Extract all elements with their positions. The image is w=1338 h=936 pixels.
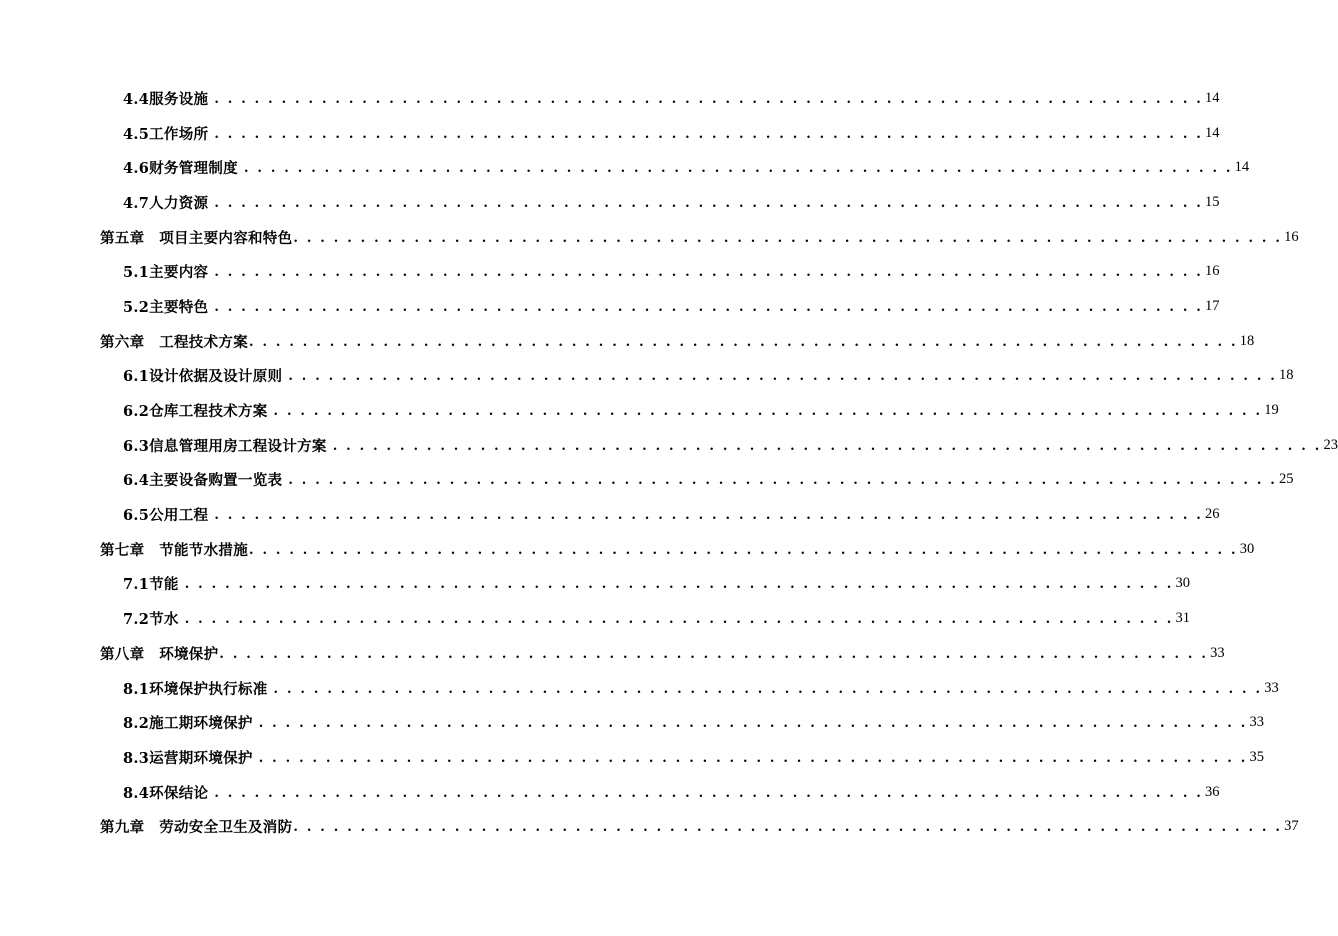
toc-entry-title: 6.3信息管理用房工程设计方案 [123, 437, 327, 455]
toc-section-entry[interactable] [0, 359, 1294, 394]
toc-chapter-entry[interactable] [0, 636, 1225, 671]
toc-page-number: 18 [1279, 367, 1294, 384]
toc-section-entry[interactable] [0, 601, 1190, 636]
toc-chapter-entry[interactable] [0, 532, 1255, 567]
toc-section-entry[interactable] [0, 705, 1264, 740]
toc-section-entry[interactable] [0, 185, 1220, 220]
toc-dot-leader: . . . . . . . . . . . . . . . . . . . . . . . . . . . . . . . . . . . . . . . . . . . . . . . . . . . . . . . . . . . . . . . . . . . . . . . . . . [214, 195, 1204, 211]
toc-entry-title: 6.5公用工程 [123, 507, 209, 525]
toc-chapter-entry[interactable] [0, 220, 1299, 255]
toc-section-entry[interactable] [0, 671, 1279, 706]
toc-dot-leader: . . . . . . . . . . . . . . . . . . . . . . . . . . . . . . . . . . . . . . . . . . . . . . . . . . . . . . . . . . . . . . . . . . . . . . . . . . [184, 612, 1174, 628]
toc-page-number: 36 [1205, 783, 1220, 800]
toc-dot-leader: . . . . . . . . . . . . . . . . . . . . . . . . . . . . . . . . . . . . . . . . . . . . . . . . . . . . . . . . . . . . . . . . . . . . . . . . . . [214, 508, 1204, 524]
toc-page-number: 33 [1264, 679, 1279, 696]
toc-section-entry[interactable] [0, 150, 1250, 185]
toc-entry-title: 5.1主要内容 [123, 264, 209, 282]
toc-entry-title: 4.6财务管理制度 [123, 160, 238, 178]
toc-section-entry[interactable] [0, 463, 1294, 498]
toc-entry-title: 4.7人力资源 [123, 194, 209, 212]
toc-entry-title: 第六章 工程技术方案 [100, 333, 248, 351]
toc-page-number: 30 [1175, 575, 1190, 592]
toc-dot-leader: . . . . . . . . . . . . . . . . . . . . . . . . . . . . . . . . . . . . . . . . . . . . . . . . . . . . . . . . . . . . . . . . . . . . . . . . . . [258, 716, 1248, 732]
toc-entry-title: 第九章 劳动安全卫生及消防 [100, 819, 293, 837]
toc-dot-leader: . . . . . . . . . . . . . . . . . . . . . . . . . . . . . . . . . . . . . . . . . . . . . . . . . . . . . . . . . . . . . . . . . . . . . . . . . . [258, 750, 1248, 766]
toc-entry-title: 8.4环保结论 [123, 784, 209, 802]
toc-dot-leader: . . . . . . . . . . . . . . . . . . . . . . . . . . . . . . . . . . . . . . . . . . . . . . . . . . . . . . . . . . . . . . . . . . . . . . . . . . [214, 91, 1204, 107]
toc-entry-title: 4.4服务设施 [123, 90, 209, 108]
toc-dot-leader: . . . . . . . . . . . . . . . . . . . . . . . . . . . . . . . . . . . . . . . . . . . . . . . . . . . . . . . . . . . . . . . . . . . . . . . . . . [219, 646, 1209, 662]
toc-entry-title: 8.1环境保护执行标准 [123, 680, 268, 698]
toc-dot-leader: . . . . . . . . . . . . . . . . . . . . . . . . . . . . . . . . . . . . . . . . . . . . . . . . . . . . . . . . . . . . . . . . . . . . . . . . . . [332, 438, 1322, 454]
toc-page-number: 19 [1264, 402, 1279, 419]
toc-section-entry[interactable] [0, 775, 1220, 810]
toc-section-entry[interactable] [0, 428, 1338, 463]
toc-section-entry[interactable] [0, 393, 1279, 428]
toc-dot-leader: . . . . . . . . . . . . . . . . . . . . . . . . . . . . . . . . . . . . . . . . . . . . . . . . . . . . . . . . . . . . . . . . . . . . . . . . . . [288, 369, 1278, 385]
toc-dot-leader: . . . . . . . . . . . . . . . . . . . . . . . . . . . . . . . . . . . . . . . . . . . . . . . . . . . . . . . . . . . . . . . . . . . . . . . . . . [184, 577, 1174, 593]
toc-page-number: 26 [1205, 506, 1220, 523]
toc-entry-title: 6.2仓库工程技术方案 [123, 403, 268, 421]
toc-page-number: 16 [1284, 228, 1299, 245]
toc-dot-leader: . . . . . . . . . . . . . . . . . . . . . . . . . . . . . . . . . . . . . . . . . . . . . . . . . . . . . . . . . . . . . . . . . . . . . . . . . . [249, 334, 1238, 350]
toc-entry-title: 8.2施工期环境保护 [123, 715, 253, 733]
toc-entry-title: 4.5工作场所 [123, 125, 209, 143]
toc-page-number: 37 [1284, 818, 1299, 835]
toc-entry-title: 第五章 项目主要内容和特色 [100, 229, 293, 247]
toc-dot-leader: . . . . . . . . . . . . . . . . . . . . . . . . . . . . . . . . . . . . . . . . . . . . . . . . . . . . . . . . . . . . . . . . . . . . . . . . . . [214, 785, 1204, 801]
toc-page-number: 31 [1175, 610, 1190, 627]
toc-page-number: 16 [1205, 263, 1220, 280]
toc-page-number: 15 [1205, 193, 1220, 210]
toc-entry-title: 第八章 环境保护 [100, 645, 219, 663]
toc-page-number: 30 [1239, 540, 1255, 557]
toc-dot-leader: . . . . . . . . . . . . . . . . . . . . . . . . . . . . . . . . . . . . . . . . . . . . . . . . . . . . . . . . . . . . . . . . . . . . . . . . . . [243, 161, 1233, 177]
toc-entry-title: 7.1节能 [123, 576, 179, 594]
toc-chapter-entry[interactable] [0, 324, 1255, 359]
toc-page-number: 33 [1249, 714, 1264, 731]
toc-page-number: 33 [1210, 644, 1225, 661]
toc-entry-title: 第七章 节能节水措施 [100, 541, 248, 559]
toc-dot-leader: . . . . . . . . . . . . . . . . . . . . . . . . . . . . . . . . . . . . . . . . . . . . . . . . . . . . . . . . . . . . . . . . . . . . . . . . . . [214, 299, 1204, 315]
toc-dot-leader: . . . . . . . . . . . . . . . . . . . . . . . . . . . . . . . . . . . . . . . . . . . . . . . . . . . . . . . . . . . . . . . . . . . . . . . . . . [293, 820, 1283, 836]
toc-dot-leader: . . . . . . . . . . . . . . . . . . . . . . . . . . . . . . . . . . . . . . . . . . . . . . . . . . . . . . . . . . . . . . . . . . . . . . . . . . [249, 542, 1238, 558]
toc-entry-title: 5.2主要特色 [123, 298, 209, 316]
toc-chapter-entry[interactable] [0, 809, 1299, 844]
toc-section-entry[interactable] [0, 81, 1220, 116]
toc-section-entry[interactable] [0, 289, 1220, 324]
toc-dot-leader: . . . . . . . . . . . . . . . . . . . . . . . . . . . . . . . . . . . . . . . . . . . . . . . . . . . . . . . . . . . . . . . . . . . . . . . . . . [293, 230, 1283, 246]
toc-page-number: 17 [1205, 297, 1220, 314]
toc-section-entry[interactable] [0, 497, 1220, 532]
toc-page-number: 14 [1205, 124, 1220, 141]
toc-dot-leader: . . . . . . . . . . . . . . . . . . . . . . . . . . . . . . . . . . . . . . . . . . . . . . . . . . . . . . . . . . . . . . . . . . . . . . . . . . [214, 126, 1204, 142]
toc-entry-title: 6.1设计依据及设计原则 [123, 368, 283, 386]
table-of-contents [0, 81, 1338, 844]
toc-section-entry[interactable] [0, 254, 1220, 289]
toc-page-number: 25 [1279, 471, 1294, 488]
toc-dot-leader: . . . . . . . . . . . . . . . . . . . . . . . . . . . . . . . . . . . . . . . . . . . . . . . . . . . . . . . . . . . . . . . . . . . . . . . . . . [214, 265, 1204, 281]
toc-entry-title: 6.4主要设备购置一览表 [123, 472, 283, 490]
toc-entry-title: 7.2节水 [123, 611, 179, 629]
toc-page-number: 14 [1205, 89, 1220, 106]
toc-page-number: 35 [1249, 748, 1264, 765]
toc-section-entry[interactable] [0, 567, 1190, 602]
toc-dot-leader: . . . . . . . . . . . . . . . . . . . . . . . . . . . . . . . . . . . . . . . . . . . . . . . . . . . . . . . . . . . . . . . . . . . . . . . . . . [273, 404, 1263, 420]
toc-section-entry[interactable] [0, 740, 1264, 775]
toc-section-entry[interactable] [0, 116, 1220, 151]
toc-page-number: 18 [1239, 332, 1255, 349]
toc-entry-title: 8.3运营期环境保护 [123, 749, 253, 767]
toc-page-number: 23 [1323, 436, 1338, 453]
toc-dot-leader: . . . . . . . . . . . . . . . . . . . . . . . . . . . . . . . . . . . . . . . . . . . . . . . . . . . . . . . . . . . . . . . . . . . . . . . . . . [273, 681, 1263, 697]
toc-page-number: 14 [1234, 159, 1250, 176]
toc-dot-leader: . . . . . . . . . . . . . . . . . . . . . . . . . . . . . . . . . . . . . . . . . . . . . . . . . . . . . . . . . . . . . . . . . . . . . . . . . . [288, 473, 1278, 489]
